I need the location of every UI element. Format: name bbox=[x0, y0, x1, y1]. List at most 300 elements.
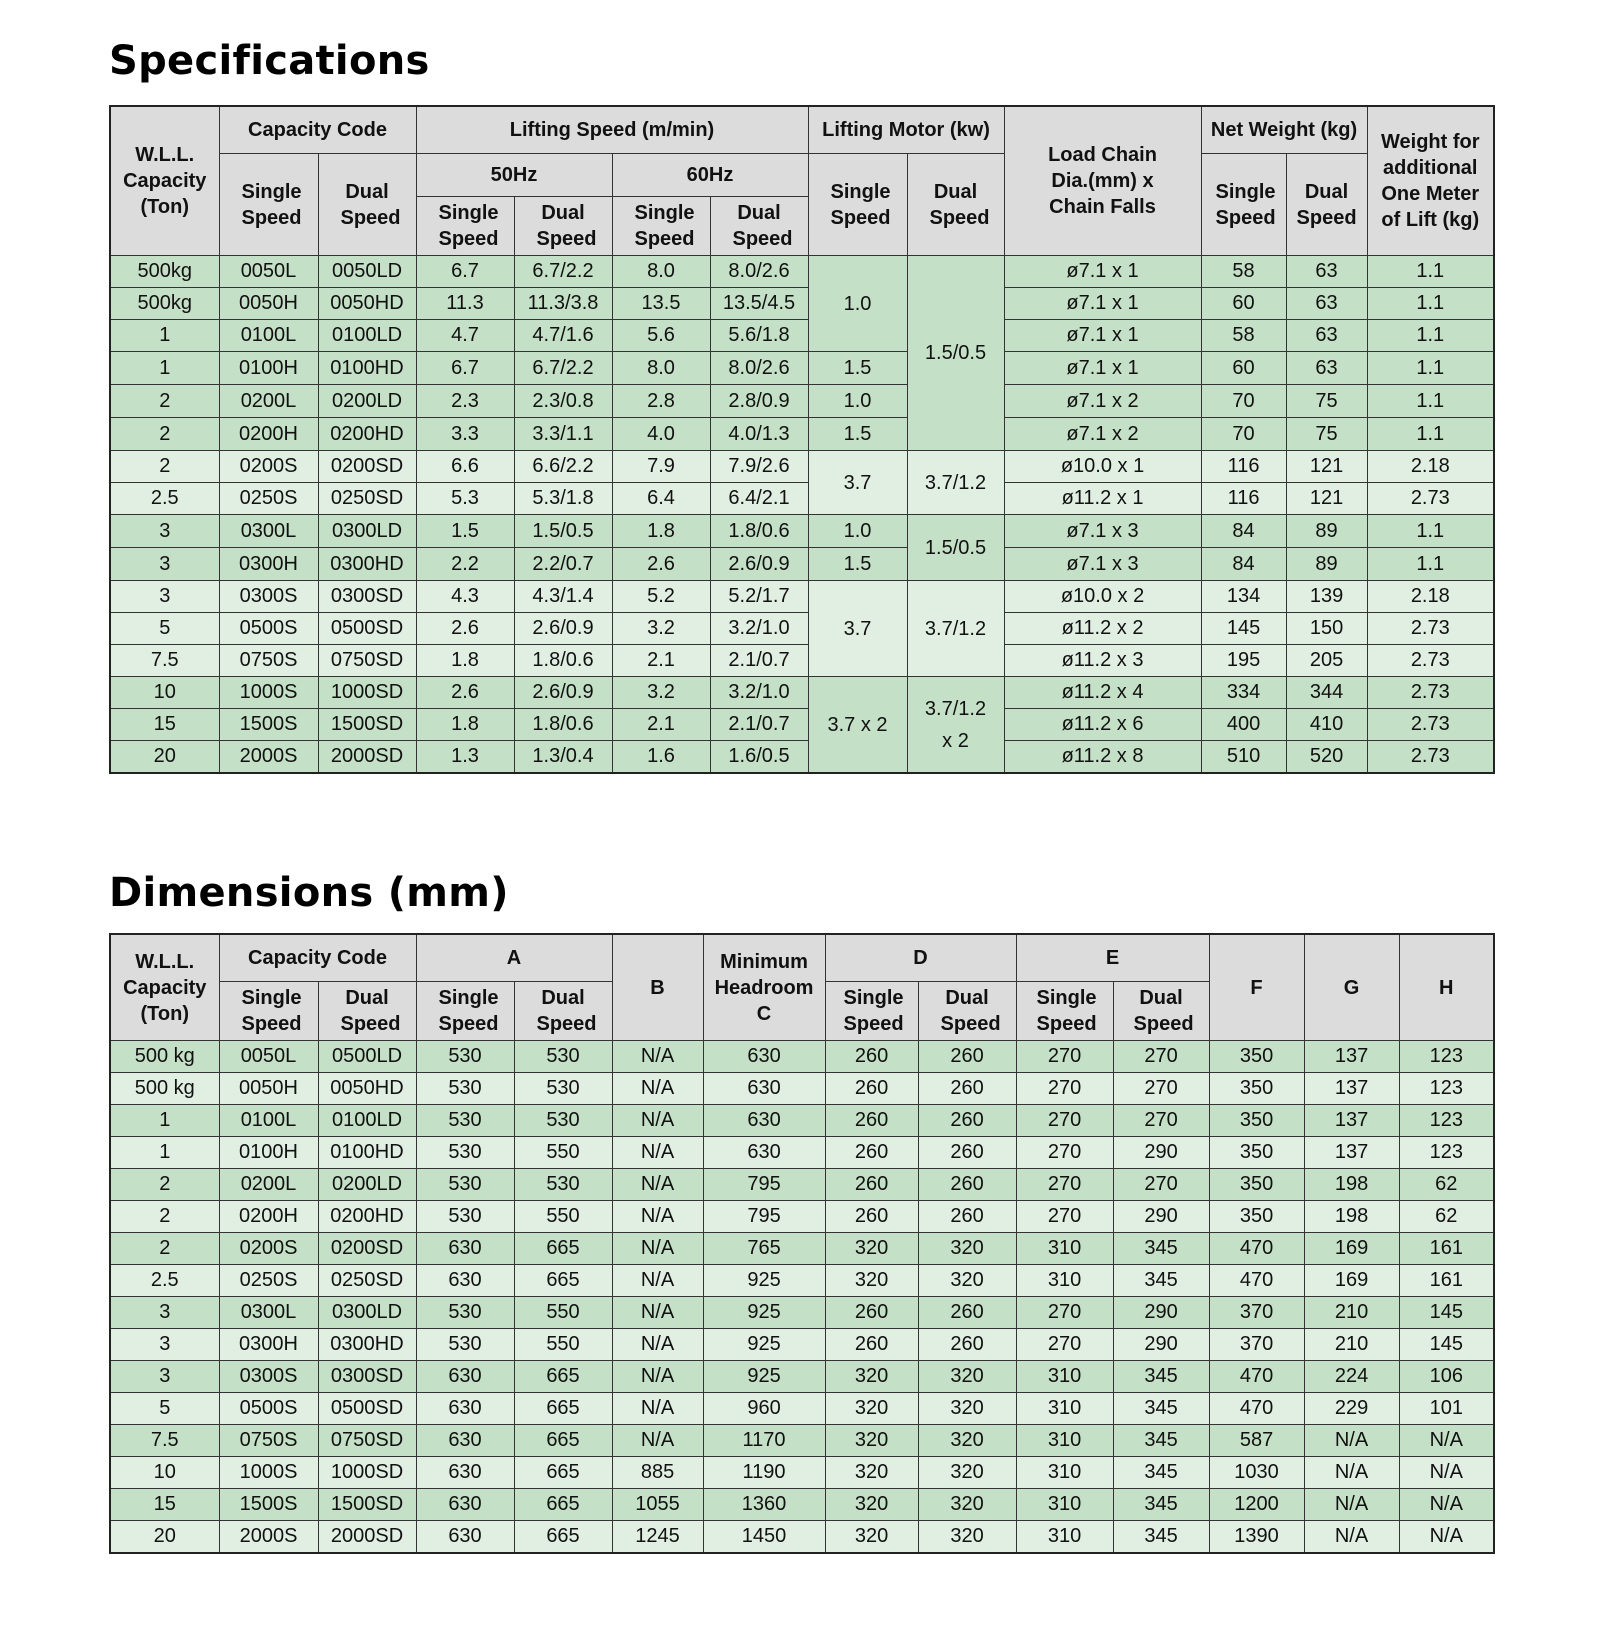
speed-60hz-dual-cell: 8.0/2.6 bbox=[710, 256, 808, 288]
code-single-cell: 0300S bbox=[219, 581, 318, 613]
dims-header-e-dual: Dual Speed bbox=[1113, 982, 1209, 1041]
code-single-cell: 0200L bbox=[219, 385, 318, 418]
dims-a-dual-cell: 530 bbox=[514, 1105, 612, 1137]
dims-wll-cell: 2 bbox=[110, 1233, 219, 1265]
table-row bbox=[110, 1105, 1494, 1137]
table-row bbox=[110, 320, 1494, 352]
dims-b-cell: 885 bbox=[612, 1457, 703, 1489]
dims-g-cell: 198 bbox=[1304, 1201, 1399, 1233]
dims-f-cell: 370 bbox=[1209, 1329, 1304, 1361]
table-row bbox=[110, 451, 1494, 483]
dims-a-single-cell: 530 bbox=[416, 1297, 514, 1329]
header-50hz: 50Hz bbox=[416, 154, 612, 197]
code-dual-cell: 0500SD bbox=[318, 613, 416, 645]
dims-h-cell: 161 bbox=[1399, 1265, 1494, 1297]
code-dual-cell: 0050LD bbox=[318, 256, 416, 288]
dims-a-single-cell: 630 bbox=[416, 1233, 514, 1265]
net-weight-dual-cell: 121 bbox=[1286, 451, 1367, 483]
dims-d-single-cell: 260 bbox=[825, 1169, 918, 1201]
weight-additional-cell: 1.1 bbox=[1367, 385, 1494, 418]
speed-50hz-dual-cell: 4.3/1.4 bbox=[514, 581, 612, 613]
dims-a-single-cell: 630 bbox=[416, 1265, 514, 1297]
dims-code-dual-cell: 0200SD bbox=[318, 1233, 416, 1265]
speed-60hz-single-cell: 1.6 bbox=[612, 741, 710, 774]
dims-a-dual-cell: 665 bbox=[514, 1233, 612, 1265]
header-60hz-single: Single Speed bbox=[612, 197, 710, 256]
net-weight-single-cell: 84 bbox=[1201, 515, 1286, 548]
dims-a-dual-cell: 665 bbox=[514, 1521, 612, 1554]
net-weight-dual-cell: 410 bbox=[1286, 709, 1367, 741]
dims-b-cell: N/A bbox=[612, 1393, 703, 1425]
speed-60hz-dual-cell: 6.4/2.1 bbox=[710, 483, 808, 515]
dims-header-e-single: Single Speed bbox=[1016, 982, 1113, 1041]
dims-g-cell: 137 bbox=[1304, 1105, 1399, 1137]
wll-capacity-cell: 500kg bbox=[110, 288, 219, 320]
dims-e-dual-cell: 290 bbox=[1113, 1329, 1209, 1361]
dims-d-single-cell: 320 bbox=[825, 1457, 918, 1489]
dims-c-cell: 960 bbox=[703, 1393, 825, 1425]
dims-h-cell: 145 bbox=[1399, 1329, 1494, 1361]
dims-e-dual-cell: 345 bbox=[1113, 1457, 1209, 1489]
net-weight-single-cell: 58 bbox=[1201, 256, 1286, 288]
table-row bbox=[110, 1521, 1494, 1554]
speed-50hz-single-cell: 4.7 bbox=[416, 320, 514, 352]
code-single-cell: 0200H bbox=[219, 418, 318, 451]
speed-60hz-dual-cell: 8.0/2.6 bbox=[710, 352, 808, 385]
dims-header-capacity-code: Capacity Code bbox=[219, 934, 416, 982]
dims-g-cell: N/A bbox=[1304, 1489, 1399, 1521]
dims-d-single-cell: 320 bbox=[825, 1521, 918, 1554]
weight-additional-cell: 2.18 bbox=[1367, 581, 1494, 613]
wll-capacity-cell: 500kg bbox=[110, 256, 219, 288]
speed-60hz-dual-cell: 5.6/1.8 bbox=[710, 320, 808, 352]
speed-50hz-dual-cell: 2.2/0.7 bbox=[514, 548, 612, 581]
dims-code-single-cell: 0300S bbox=[219, 1361, 318, 1393]
speed-50hz-single-cell: 2.2 bbox=[416, 548, 514, 581]
dims-d-dual-cell: 320 bbox=[918, 1233, 1016, 1265]
net-weight-dual-cell: 63 bbox=[1286, 320, 1367, 352]
dims-f-cell: 350 bbox=[1209, 1041, 1304, 1073]
code-dual-cell: 0300HD bbox=[318, 548, 416, 581]
net-weight-dual-cell: 89 bbox=[1286, 515, 1367, 548]
dims-header-a: A bbox=[416, 934, 612, 982]
weight-additional-cell: 2.73 bbox=[1367, 645, 1494, 677]
table-row bbox=[110, 1489, 1494, 1521]
header-60hz: 60Hz bbox=[612, 154, 808, 197]
dims-a-dual-cell: 665 bbox=[514, 1425, 612, 1457]
dims-a-dual-cell: 550 bbox=[514, 1201, 612, 1233]
dims-d-dual-cell: 260 bbox=[918, 1169, 1016, 1201]
load-chain-cell: ø11.2 x 6 bbox=[1004, 709, 1201, 741]
code-single-cell: 2000S bbox=[219, 741, 318, 774]
header-code-dual-speed: Dual Speed bbox=[318, 154, 416, 256]
dims-code-dual-cell: 0500LD bbox=[318, 1041, 416, 1073]
dims-h-cell: 62 bbox=[1399, 1201, 1494, 1233]
weight-additional-cell: 2.73 bbox=[1367, 613, 1494, 645]
load-chain-cell: ø7.1 x 3 bbox=[1004, 515, 1201, 548]
dims-a-single-cell: 530 bbox=[416, 1105, 514, 1137]
dims-d-dual-cell: 260 bbox=[918, 1137, 1016, 1169]
dims-e-dual-cell: 270 bbox=[1113, 1073, 1209, 1105]
net-weight-dual-cell: 344 bbox=[1286, 677, 1367, 709]
header-lifting-motor: Lifting Motor (kw) bbox=[808, 106, 1004, 154]
dims-c-cell: 925 bbox=[703, 1329, 825, 1361]
wll-capacity-cell: 1 bbox=[110, 352, 219, 385]
dims-f-cell: 470 bbox=[1209, 1393, 1304, 1425]
code-dual-cell: 0300SD bbox=[318, 581, 416, 613]
dims-d-dual-cell: 320 bbox=[918, 1265, 1016, 1297]
dims-b-cell: N/A bbox=[612, 1137, 703, 1169]
dims-f-cell: 350 bbox=[1209, 1105, 1304, 1137]
dims-g-cell: N/A bbox=[1304, 1521, 1399, 1554]
table-row bbox=[110, 1073, 1494, 1105]
dims-c-cell: 765 bbox=[703, 1233, 825, 1265]
dims-b-cell: N/A bbox=[612, 1073, 703, 1105]
dims-a-single-cell: 630 bbox=[416, 1393, 514, 1425]
dims-d-dual-cell: 260 bbox=[918, 1329, 1016, 1361]
speed-50hz-dual-cell: 6.7/2.2 bbox=[514, 256, 612, 288]
dims-c-cell: 630 bbox=[703, 1105, 825, 1137]
dims-c-cell: 630 bbox=[703, 1073, 825, 1105]
dims-d-dual-cell: 260 bbox=[918, 1297, 1016, 1329]
code-dual-cell: 1000SD bbox=[318, 677, 416, 709]
header-capacity-code: Capacity Code bbox=[219, 106, 416, 154]
dims-b-cell: N/A bbox=[612, 1041, 703, 1073]
speed-60hz-single-cell: 3.2 bbox=[612, 677, 710, 709]
dims-f-cell: 1200 bbox=[1209, 1489, 1304, 1521]
net-weight-single-cell: 70 bbox=[1201, 385, 1286, 418]
header-weight-additional-meter: Weight for additional One Meter of Lift (kg) bbox=[1367, 106, 1494, 256]
code-dual-cell: 0100LD bbox=[318, 320, 416, 352]
weight-additional-cell: 2.73 bbox=[1367, 483, 1494, 515]
dims-code-dual-cell: 1500SD bbox=[318, 1489, 416, 1521]
dims-b-cell: N/A bbox=[612, 1297, 703, 1329]
motor-dual-cell: 1.5/0.5 bbox=[907, 515, 1004, 581]
speed-50hz-dual-cell: 5.3/1.8 bbox=[514, 483, 612, 515]
wll-capacity-cell: 15 bbox=[110, 709, 219, 741]
table-row bbox=[110, 1393, 1494, 1425]
net-weight-dual-cell: 75 bbox=[1286, 418, 1367, 451]
dims-f-cell: 1030 bbox=[1209, 1457, 1304, 1489]
speed-50hz-single-cell: 5.3 bbox=[416, 483, 514, 515]
speed-50hz-dual-cell: 6.6/2.2 bbox=[514, 451, 612, 483]
dims-f-cell: 370 bbox=[1209, 1297, 1304, 1329]
dims-c-cell: 925 bbox=[703, 1297, 825, 1329]
dims-e-single-cell: 310 bbox=[1016, 1361, 1113, 1393]
speed-50hz-dual-cell: 1.8/0.6 bbox=[514, 709, 612, 741]
dims-c-cell: 795 bbox=[703, 1201, 825, 1233]
dims-header-b: B bbox=[612, 934, 703, 1041]
dims-h-cell: 123 bbox=[1399, 1041, 1494, 1073]
table-row bbox=[110, 1041, 1494, 1073]
header-motor-dual-speed: Dual Speed bbox=[907, 154, 1004, 256]
code-single-cell: 0100H bbox=[219, 352, 318, 385]
speed-50hz-dual-cell: 2.6/0.9 bbox=[514, 677, 612, 709]
wll-capacity-cell: 2 bbox=[110, 385, 219, 418]
net-weight-single-cell: 70 bbox=[1201, 418, 1286, 451]
dims-wll-cell: 15 bbox=[110, 1489, 219, 1521]
dims-code-single-cell: 0250S bbox=[219, 1265, 318, 1297]
dims-wll-cell: 2 bbox=[110, 1201, 219, 1233]
dims-e-single-cell: 310 bbox=[1016, 1425, 1113, 1457]
dims-wll-cell: 2 bbox=[110, 1169, 219, 1201]
speed-50hz-dual-cell: 2.3/0.8 bbox=[514, 385, 612, 418]
dims-code-dual-cell: 0300HD bbox=[318, 1329, 416, 1361]
dims-a-single-cell: 530 bbox=[416, 1201, 514, 1233]
dims-h-cell: N/A bbox=[1399, 1489, 1494, 1521]
motor-dual-cell: 1.5/0.5 bbox=[907, 256, 1004, 451]
dims-e-single-cell: 270 bbox=[1016, 1041, 1113, 1073]
motor-dual-cell: 3.7/1.2 bbox=[907, 581, 1004, 677]
speed-60hz-single-cell: 8.0 bbox=[612, 256, 710, 288]
load-chain-cell: ø11.2 x 2 bbox=[1004, 613, 1201, 645]
dims-code-single-cell: 1000S bbox=[219, 1457, 318, 1489]
dims-code-dual-cell: 0100LD bbox=[318, 1105, 416, 1137]
dims-e-single-cell: 270 bbox=[1016, 1137, 1113, 1169]
dims-header-wll-capacity: W.L.L. Capacity (Ton) bbox=[110, 934, 219, 1041]
net-weight-single-cell: 400 bbox=[1201, 709, 1286, 741]
speed-60hz-dual-cell: 1.8/0.6 bbox=[710, 515, 808, 548]
net-weight-dual-cell: 121 bbox=[1286, 483, 1367, 515]
speed-60hz-single-cell: 1.8 bbox=[612, 515, 710, 548]
speed-60hz-single-cell: 3.2 bbox=[612, 613, 710, 645]
dims-a-single-cell: 630 bbox=[416, 1489, 514, 1521]
dims-e-dual-cell: 345 bbox=[1113, 1425, 1209, 1457]
dims-code-single-cell: 0300H bbox=[219, 1329, 318, 1361]
dims-a-single-cell: 530 bbox=[416, 1041, 514, 1073]
motor-single-cell: 3.7 bbox=[808, 451, 907, 515]
dims-d-single-cell: 260 bbox=[825, 1105, 918, 1137]
dims-h-cell: 101 bbox=[1399, 1393, 1494, 1425]
dims-e-single-cell: 310 bbox=[1016, 1521, 1113, 1554]
dims-e-single-cell: 270 bbox=[1016, 1329, 1113, 1361]
dims-code-dual-cell: 0200LD bbox=[318, 1169, 416, 1201]
motor-dual-cell: 3.7/1.2 x 2 bbox=[907, 677, 1004, 774]
dims-h-cell: 145 bbox=[1399, 1297, 1494, 1329]
speed-50hz-single-cell: 4.3 bbox=[416, 581, 514, 613]
code-dual-cell: 0200HD bbox=[318, 418, 416, 451]
table-row bbox=[110, 613, 1494, 645]
table-row bbox=[110, 677, 1494, 709]
dims-d-dual-cell: 320 bbox=[918, 1457, 1016, 1489]
motor-dual-cell: 3.7/1.2 bbox=[907, 451, 1004, 515]
dims-code-single-cell: 0200L bbox=[219, 1169, 318, 1201]
speed-60hz-dual-cell: 5.2/1.7 bbox=[710, 581, 808, 613]
dims-g-cell: 210 bbox=[1304, 1297, 1399, 1329]
header-net-weight: Net Weight (kg) bbox=[1201, 106, 1367, 154]
dims-e-dual-cell: 345 bbox=[1113, 1393, 1209, 1425]
table-row bbox=[110, 483, 1494, 515]
net-weight-dual-cell: 205 bbox=[1286, 645, 1367, 677]
weight-additional-cell: 1.1 bbox=[1367, 418, 1494, 451]
motor-single-cell: 3.7 bbox=[808, 581, 907, 677]
dims-code-single-cell: 2000S bbox=[219, 1521, 318, 1554]
dims-f-cell: 470 bbox=[1209, 1233, 1304, 1265]
table-row bbox=[110, 1201, 1494, 1233]
table-row bbox=[110, 418, 1494, 451]
header-motor-single-speed: Single Speed bbox=[808, 154, 907, 256]
dims-h-cell: 123 bbox=[1399, 1073, 1494, 1105]
dims-g-cell: 198 bbox=[1304, 1169, 1399, 1201]
dims-h-cell: N/A bbox=[1399, 1521, 1494, 1554]
dims-d-single-cell: 320 bbox=[825, 1233, 918, 1265]
load-chain-cell: ø11.2 x 3 bbox=[1004, 645, 1201, 677]
dims-d-single-cell: 260 bbox=[825, 1297, 918, 1329]
dims-a-dual-cell: 550 bbox=[514, 1137, 612, 1169]
dims-e-single-cell: 310 bbox=[1016, 1489, 1113, 1521]
net-weight-dual-cell: 63 bbox=[1286, 352, 1367, 385]
motor-single-cell: 1.0 bbox=[808, 515, 907, 548]
dims-e-single-cell: 310 bbox=[1016, 1393, 1113, 1425]
dims-e-dual-cell: 345 bbox=[1113, 1265, 1209, 1297]
dims-g-cell: 224 bbox=[1304, 1361, 1399, 1393]
wll-capacity-cell: 1 bbox=[110, 320, 219, 352]
weight-additional-cell: 1.1 bbox=[1367, 548, 1494, 581]
table-row bbox=[110, 256, 1494, 288]
speed-60hz-single-cell: 2.1 bbox=[612, 645, 710, 677]
speed-50hz-dual-cell: 1.8/0.6 bbox=[514, 645, 612, 677]
speed-50hz-single-cell: 11.3 bbox=[416, 288, 514, 320]
speed-50hz-dual-cell: 1.5/0.5 bbox=[514, 515, 612, 548]
dims-code-dual-cell: 0050HD bbox=[318, 1073, 416, 1105]
dims-a-single-cell: 630 bbox=[416, 1521, 514, 1554]
dims-a-single-cell: 630 bbox=[416, 1425, 514, 1457]
dims-g-cell: 169 bbox=[1304, 1265, 1399, 1297]
speed-50hz-dual-cell: 3.3/1.1 bbox=[514, 418, 612, 451]
load-chain-cell: ø7.1 x 2 bbox=[1004, 385, 1201, 418]
net-weight-dual-cell: 75 bbox=[1286, 385, 1367, 418]
speed-50hz-single-cell: 2.6 bbox=[416, 613, 514, 645]
dims-code-dual-cell: 0300SD bbox=[318, 1361, 416, 1393]
dims-a-single-cell: 530 bbox=[416, 1073, 514, 1105]
code-single-cell: 0100L bbox=[219, 320, 318, 352]
speed-60hz-single-cell: 7.9 bbox=[612, 451, 710, 483]
dims-e-single-cell: 270 bbox=[1016, 1201, 1113, 1233]
dims-a-dual-cell: 665 bbox=[514, 1457, 612, 1489]
speed-60hz-dual-cell: 4.0/1.3 bbox=[710, 418, 808, 451]
net-weight-single-cell: 195 bbox=[1201, 645, 1286, 677]
table-row bbox=[110, 741, 1494, 774]
dims-d-dual-cell: 320 bbox=[918, 1361, 1016, 1393]
dims-code-single-cell: 0100L bbox=[219, 1105, 318, 1137]
dims-code-dual-cell: 0100HD bbox=[318, 1137, 416, 1169]
dims-b-cell: N/A bbox=[612, 1169, 703, 1201]
dims-code-single-cell: 0050L bbox=[219, 1041, 318, 1073]
dims-c-cell: 1170 bbox=[703, 1425, 825, 1457]
header-lifting-speed: Lifting Speed (m/min) bbox=[416, 106, 808, 154]
speed-50hz-dual-cell: 2.6/0.9 bbox=[514, 613, 612, 645]
wll-capacity-cell: 3 bbox=[110, 548, 219, 581]
dims-a-dual-cell: 530 bbox=[514, 1073, 612, 1105]
speed-60hz-dual-cell: 1.6/0.5 bbox=[710, 741, 808, 774]
code-single-cell: 1000S bbox=[219, 677, 318, 709]
dims-d-single-cell: 260 bbox=[825, 1041, 918, 1073]
speed-50hz-dual-cell: 6.7/2.2 bbox=[514, 352, 612, 385]
load-chain-cell: ø7.1 x 1 bbox=[1004, 256, 1201, 288]
dims-a-dual-cell: 665 bbox=[514, 1361, 612, 1393]
net-weight-dual-cell: 89 bbox=[1286, 548, 1367, 581]
dims-d-single-cell: 260 bbox=[825, 1073, 918, 1105]
dims-c-cell: 1360 bbox=[703, 1489, 825, 1521]
header-nw-dual-speed: Dual Speed bbox=[1286, 154, 1367, 256]
load-chain-cell: ø7.1 x 1 bbox=[1004, 288, 1201, 320]
dims-e-dual-cell: 270 bbox=[1113, 1105, 1209, 1137]
dims-f-cell: 470 bbox=[1209, 1265, 1304, 1297]
table-row bbox=[110, 1137, 1494, 1169]
dims-d-single-cell: 320 bbox=[825, 1361, 918, 1393]
table-row bbox=[110, 288, 1494, 320]
dims-e-dual-cell: 345 bbox=[1113, 1233, 1209, 1265]
speed-60hz-dual-cell: 3.2/1.0 bbox=[710, 613, 808, 645]
weight-additional-cell: 2.73 bbox=[1367, 741, 1494, 774]
dims-h-cell: 161 bbox=[1399, 1233, 1494, 1265]
dims-e-single-cell: 310 bbox=[1016, 1457, 1113, 1489]
dims-f-cell: 350 bbox=[1209, 1201, 1304, 1233]
dims-e-single-cell: 270 bbox=[1016, 1169, 1113, 1201]
dims-e-single-cell: 270 bbox=[1016, 1105, 1113, 1137]
dims-e-single-cell: 310 bbox=[1016, 1233, 1113, 1265]
speed-60hz-single-cell: 2.1 bbox=[612, 709, 710, 741]
dims-header-h: H bbox=[1399, 934, 1494, 1041]
speed-60hz-dual-cell: 2.8/0.9 bbox=[710, 385, 808, 418]
dims-e-dual-cell: 345 bbox=[1113, 1489, 1209, 1521]
dims-h-cell: 123 bbox=[1399, 1137, 1494, 1169]
dims-g-cell: 169 bbox=[1304, 1233, 1399, 1265]
speed-60hz-dual-cell: 3.2/1.0 bbox=[710, 677, 808, 709]
dims-c-cell: 925 bbox=[703, 1265, 825, 1297]
net-weight-dual-cell: 150 bbox=[1286, 613, 1367, 645]
dims-d-single-cell: 320 bbox=[825, 1265, 918, 1297]
code-single-cell: 0300L bbox=[219, 515, 318, 548]
code-dual-cell: 0050HD bbox=[318, 288, 416, 320]
dims-h-cell: N/A bbox=[1399, 1425, 1494, 1457]
dims-a-dual-cell: 550 bbox=[514, 1297, 612, 1329]
wll-capacity-cell: 3 bbox=[110, 581, 219, 613]
header-wll-capacity: W.L.L. Capacity (Ton) bbox=[110, 106, 219, 256]
dims-c-cell: 795 bbox=[703, 1169, 825, 1201]
dims-d-dual-cell: 260 bbox=[918, 1105, 1016, 1137]
dims-a-dual-cell: 665 bbox=[514, 1265, 612, 1297]
table-row bbox=[110, 709, 1494, 741]
table-row bbox=[110, 385, 1494, 418]
dims-b-cell: N/A bbox=[612, 1201, 703, 1233]
speed-50hz-single-cell: 6.6 bbox=[416, 451, 514, 483]
speed-60hz-single-cell: 5.2 bbox=[612, 581, 710, 613]
code-single-cell: 0250S bbox=[219, 483, 318, 515]
dims-code-dual-cell: 1000SD bbox=[318, 1457, 416, 1489]
net-weight-single-cell: 60 bbox=[1201, 352, 1286, 385]
dims-f-cell: 470 bbox=[1209, 1361, 1304, 1393]
dims-wll-cell: 3 bbox=[110, 1329, 219, 1361]
dims-b-cell: N/A bbox=[612, 1105, 703, 1137]
header-60hz-dual: Dual Speed bbox=[710, 197, 808, 256]
dims-f-cell: 350 bbox=[1209, 1169, 1304, 1201]
speed-60hz-single-cell: 2.8 bbox=[612, 385, 710, 418]
dims-code-dual-cell: 2000SD bbox=[318, 1521, 416, 1554]
code-dual-cell: 0200LD bbox=[318, 385, 416, 418]
table-row bbox=[110, 548, 1494, 581]
code-single-cell: 0050L bbox=[219, 256, 318, 288]
speed-60hz-dual-cell: 7.9/2.6 bbox=[710, 451, 808, 483]
dims-b-cell: N/A bbox=[612, 1265, 703, 1297]
dims-code-single-cell: 0050H bbox=[219, 1073, 318, 1105]
weight-additional-cell: 1.1 bbox=[1367, 256, 1494, 288]
load-chain-cell: ø10.0 x 2 bbox=[1004, 581, 1201, 613]
speed-60hz-single-cell: 2.6 bbox=[612, 548, 710, 581]
speed-50hz-single-cell: 1.8 bbox=[416, 645, 514, 677]
speed-50hz-single-cell: 1.3 bbox=[416, 741, 514, 774]
speed-50hz-single-cell: 1.5 bbox=[416, 515, 514, 548]
